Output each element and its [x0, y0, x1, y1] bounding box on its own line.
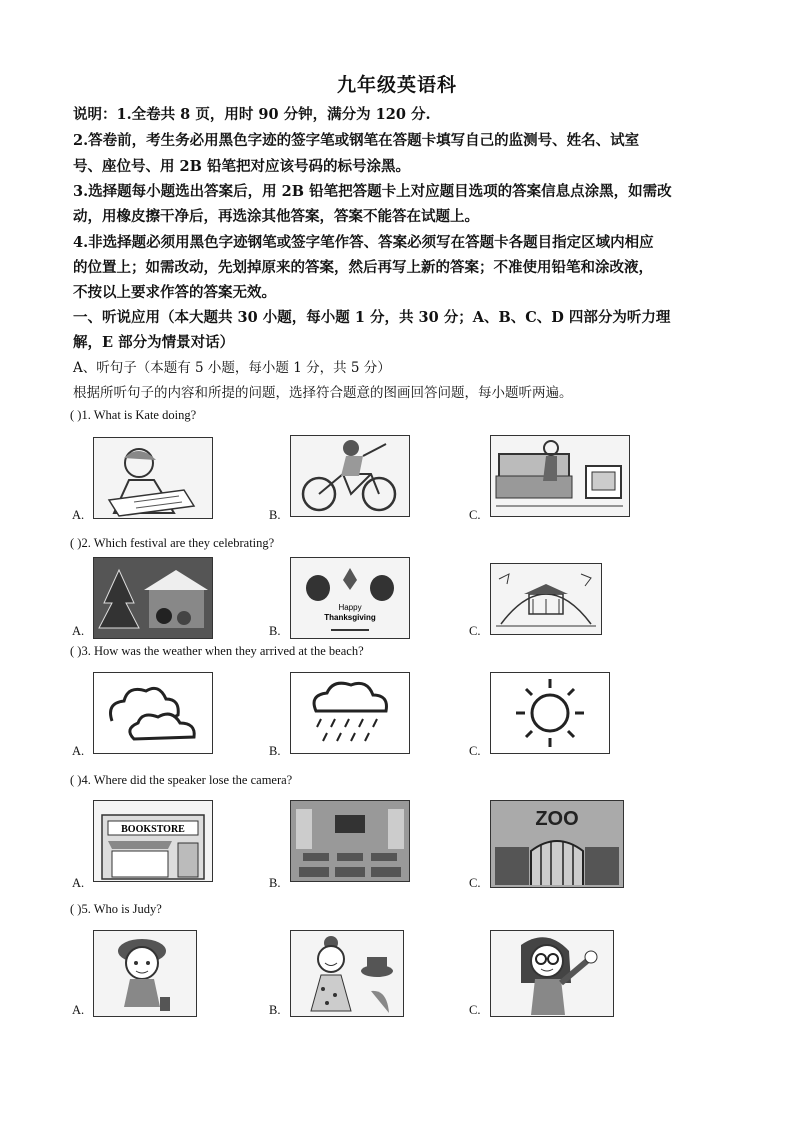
girl-watching-tv-picture	[490, 435, 630, 517]
option-label-a: A.	[72, 508, 85, 522]
question-1: ( )1. What is Kate doing?	[70, 408, 197, 422]
instruction-line: 2.答卷前，考生务必用黑色字迹的签字笔或钢笔在答题卡填写自己的监测号、姓名、试室	[73, 132, 640, 149]
national-day-picture	[490, 563, 602, 635]
section-heading: 解，E 部分为情景对话）	[73, 334, 235, 351]
section-heading: 一、听说应用（本大题共 30 小题，每小题 1 分，共 30 分；A、B、C、D 四部分为听力理	[73, 309, 671, 326]
instruction-line: 4.非选择题必须用黑色字迹钢笔或签字笔作答、答案必须写在答题卡各题目指定区域内相应	[73, 234, 654, 251]
zoo-sign-text: ZOO	[535, 808, 579, 830]
thanksgiving-text: Thanksgiving	[324, 613, 376, 622]
zoo-picture	[490, 800, 624, 888]
classroom-picture	[290, 800, 410, 882]
option-label-c: C.	[469, 624, 481, 638]
option-label-c: C.	[469, 508, 481, 522]
question-2: ( )2. Which festival are they celebrating?	[70, 536, 275, 550]
bookstore-sign-text: BOOKSTORE	[121, 824, 185, 835]
option-label-b: B.	[269, 1003, 281, 1017]
bookstore-picture	[93, 800, 213, 882]
girl-in-dress-picture	[290, 930, 404, 1017]
question-3: ( )3. How was the weather when they arrived at the beach?	[70, 644, 364, 658]
option-label-b: B.	[269, 876, 281, 890]
option-label-b: B.	[269, 624, 281, 638]
option-label-a: A.	[72, 744, 85, 758]
christmas-picture	[93, 557, 213, 639]
part-a-heading: A、听句子（本题有 5 小题，每小题 1 分，共 5 分）	[73, 360, 391, 376]
option-label-c: C.	[469, 744, 481, 758]
cloudy-picture	[93, 672, 213, 754]
instruction-line: 3.选择题每小题选出答案后，用 2B 铅笔把答题卡上对应题目选项的答案信息点涂黑，如需改	[73, 183, 672, 200]
instruction-line: 的位置上；如需改动，先划掉原来的答案，然后再写上新的答案；不准使用铅笔和涂改液，	[73, 259, 653, 276]
part-a-description: 根据所听句子的内容和所提的问题，选择符合题意的图画回答问题，每小题听两遍。	[73, 385, 573, 401]
instruction-line: 说明：1.全卷共 8 页，用时 90 分钟，满分为 120 分.	[73, 106, 431, 123]
option-label-a: A.	[72, 876, 85, 890]
girl-with-hat-picture	[93, 930, 197, 1017]
option-label-a: A.	[72, 624, 85, 638]
instruction-line: 号、座位号、用 2B 铅笔把对应该号码的标号涂黑。	[73, 158, 410, 175]
thanksgiving-picture	[290, 557, 410, 639]
rainy-picture	[290, 672, 410, 754]
girl-with-glasses-picture	[490, 930, 614, 1017]
option-label-b: B.	[269, 744, 281, 758]
instruction-line: 动，用橡皮擦干净后，再选涂其他答案，答案不能答在试题上。	[73, 208, 479, 225]
question-4: ( )4. Where did the speaker lose the camera?	[70, 773, 293, 787]
option-label-a: A.	[72, 1003, 85, 1017]
instruction-line: 不按以上要求作答的答案无效。	[73, 284, 276, 301]
thanksgiving-happy-text: Happy	[338, 603, 362, 612]
question-5: ( )5. Who is Judy?	[70, 902, 162, 916]
girl-cycling-picture	[290, 435, 410, 517]
option-label-c: C.	[469, 876, 481, 890]
option-label-c: C.	[469, 1003, 481, 1017]
option-label-b: B.	[269, 508, 281, 522]
sunny-picture	[490, 672, 610, 754]
page-title: 九年级英语科	[336, 74, 457, 96]
girl-writing-picture	[93, 437, 213, 519]
